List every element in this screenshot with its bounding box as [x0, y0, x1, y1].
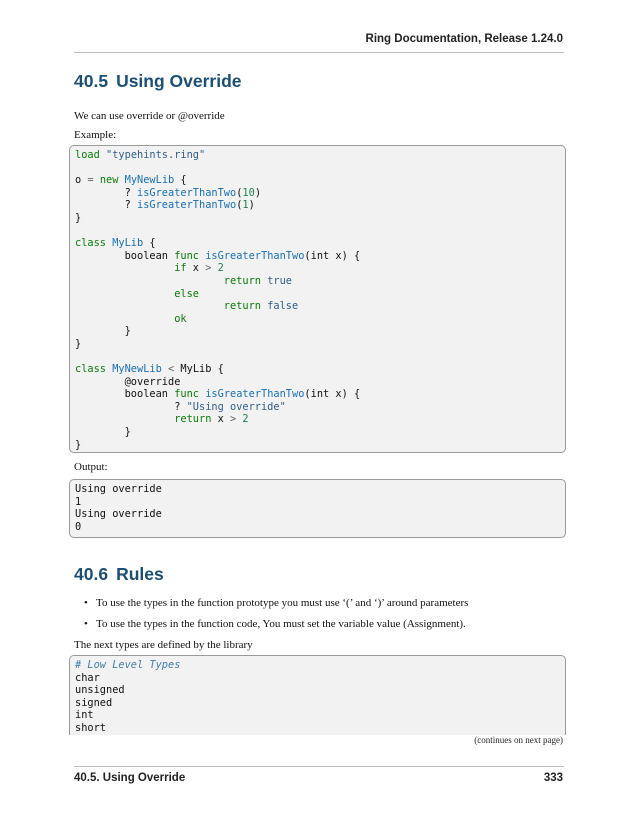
bullet-icon: •: [84, 618, 88, 630]
bullet-icon: •: [84, 597, 88, 609]
list-item: • To use the types in the function code, You must set the variable value (Assignment).: [84, 618, 466, 630]
code-example: load "typehints.ring" o = new MyNewLib { ? isGreaterThanTwo(10) ? isGreaterThanTwo(1) } class MyLib { boolean func isGreaterThanTwo(int x) { if x > 2 return true else return false ok } } class MyNewLib < MyLib { @override boolean func isGreaterThanTwo(int x) { ? "Using override" return x > 2 } }: [75, 149, 361, 451]
types-intro-paragraph: The next types are defined by the library: [74, 639, 253, 651]
list-item: • To use the types in the function prototype you must use ‘(’ and ‘)’ around parameters: [84, 597, 469, 609]
section-title: Rules: [116, 564, 164, 584]
section-heading-rules: [74, 564, 164, 585]
code-block-example: [69, 145, 566, 453]
running-header: Ring Documentation, Release 1.24.0: [365, 33, 563, 45]
code-block-output: [69, 479, 566, 538]
footer-rule: [74, 766, 564, 767]
section-heading-using-override: [74, 71, 242, 92]
code-block-types: [69, 655, 566, 735]
header-rule: [74, 52, 564, 53]
intro-paragraph: We can use override or @override: [74, 110, 225, 122]
example-label: Example:: [74, 129, 117, 141]
footer-section-ref: 40.5. Using Override: [74, 772, 186, 784]
types-code: # Low Level Types char unsigned signed int short: [75, 659, 181, 734]
section-number: 40.5: [74, 71, 109, 91]
section-number: 40.6: [74, 564, 109, 584]
continues-note: (continues on next page): [474, 735, 563, 745]
output-text: Using override 1 Using override 0: [75, 483, 162, 533]
rules-list: [84, 597, 468, 639]
section-title: Using Override: [116, 71, 242, 91]
footer-page-number: 333: [543, 772, 563, 784]
output-label: Output:: [74, 461, 108, 473]
